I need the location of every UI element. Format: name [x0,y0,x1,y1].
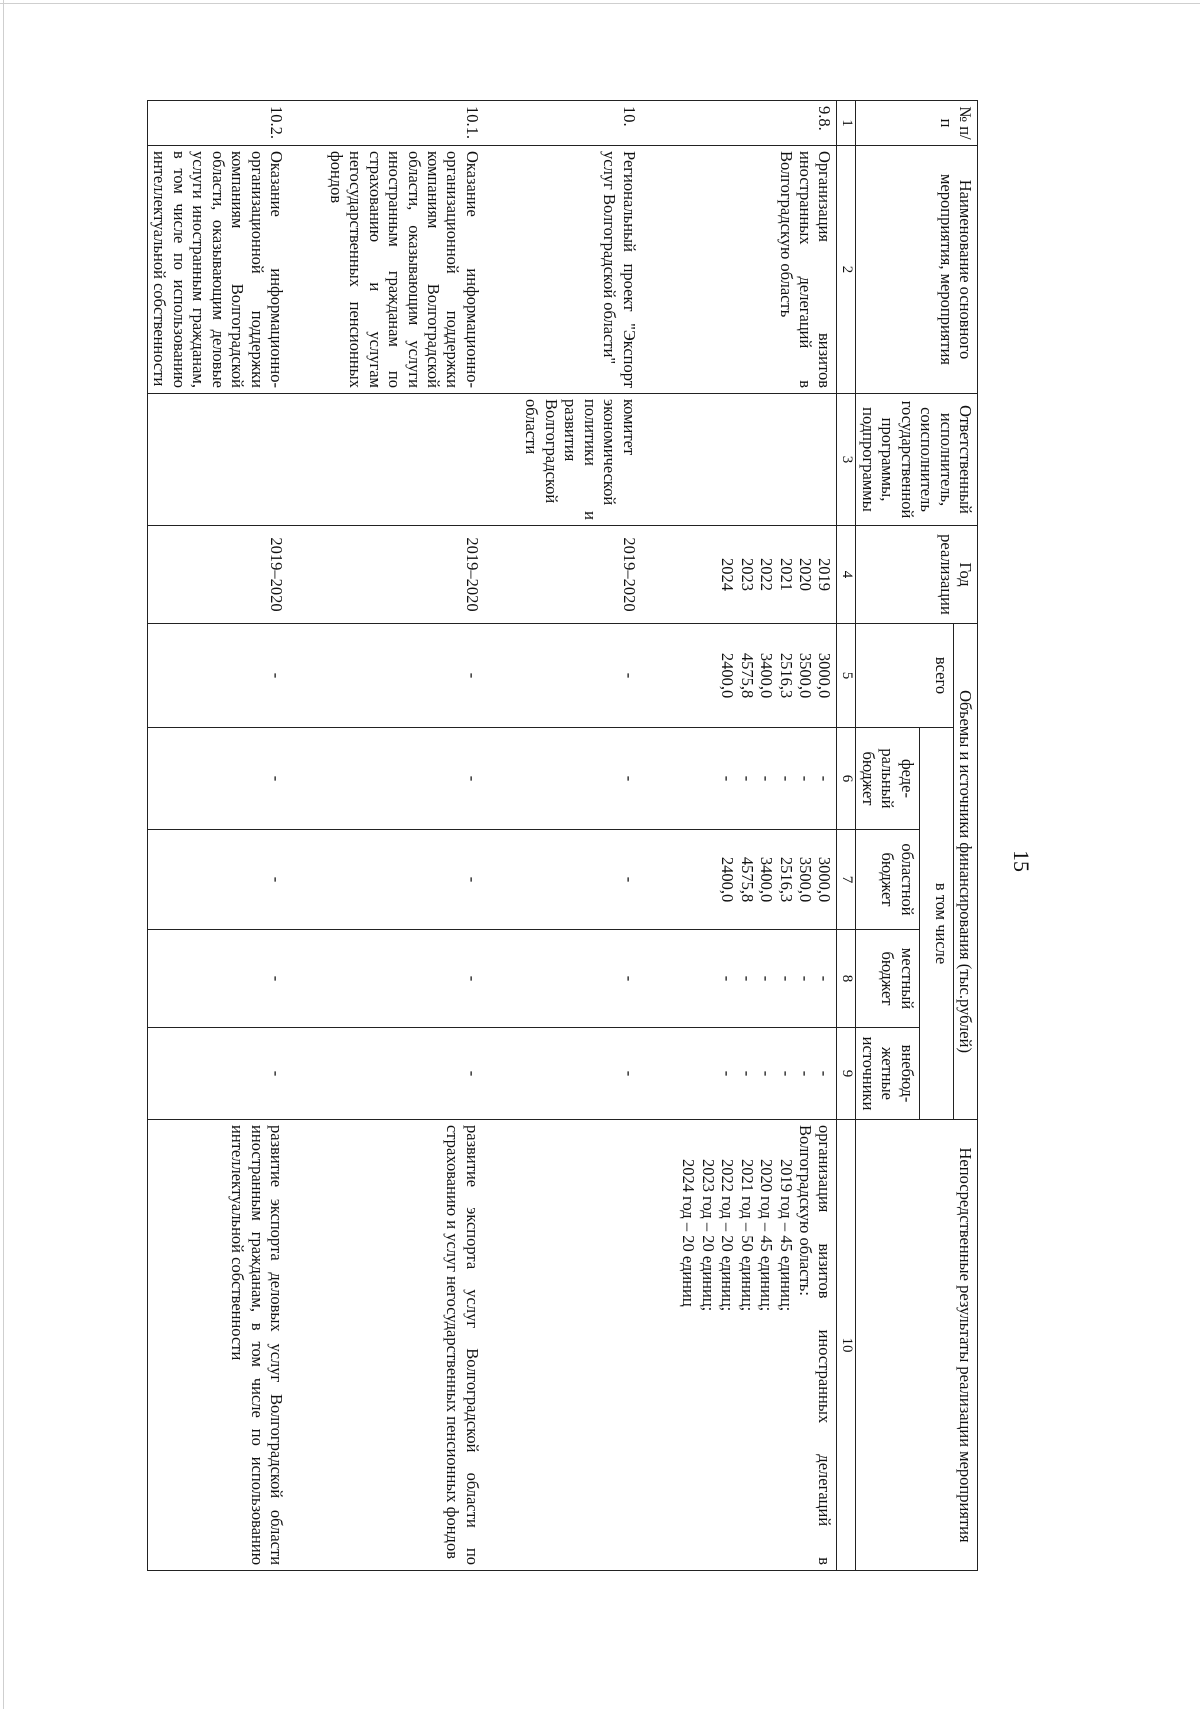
total-value: 2516,3 [776,652,796,699]
page-number: 15 [1009,850,1034,872]
local-cell [641,930,837,1028]
row-number: 10. [484,101,641,146]
table-row [147,101,288,1571]
local-value: - [718,975,738,982]
local-value: - [484,930,641,1028]
col-number: 8 [837,930,856,1028]
regional-value: 3500,0 [796,856,816,903]
result-item: 2024 год – 20 единиц [679,1159,699,1307]
col-number: 9 [837,1028,856,1120]
year-value: 2021 [776,558,796,591]
table-row [641,101,837,1571]
table-row [484,101,641,1571]
header-extrabudget: внебюд-жетные источники [856,1028,919,1120]
federal-value: - [484,728,641,830]
extrabudget-value: - [757,1070,777,1077]
extrabudget-value: - [737,1070,757,1077]
result-cell [641,1120,837,1571]
result-item: 2022 год – 20 единиц; [718,1159,738,1312]
federal-value: - [718,775,738,782]
row-number: 10.2. [147,101,288,146]
result-intro: организация визитов иностранных делегаций в Волгоградскую область: [796,1125,835,1566]
extrabudget-value: - [776,1070,796,1077]
local-value: - [796,975,816,982]
col-number: 1 [837,101,856,146]
local-value: - [757,975,777,982]
activity-name: Оказание информационно-организационной поддержки компаниям Волгоградской области, оказывающим услуги иностранным гражданам по страхованию и услугам негосударственных пенсионных фондов [288,146,484,394]
year-value: 2022 [757,558,777,591]
local-value: - [776,975,796,982]
regional-value: 3000,0 [815,856,835,903]
year-value: 2019–2020 [484,526,641,624]
federal-cell [641,728,837,830]
regional-cell [641,830,837,930]
total-value: 3400,0 [757,652,777,699]
responsible: комитет экономической политики и развития Волгоградской области [484,394,641,526]
responsible [288,394,484,526]
header-financing: Объемы и источники финансирования (тыс.рублей) [953,624,977,1120]
col-number: 6 [837,728,856,830]
header-federal: феде-ральный бюджет [856,728,919,830]
regional-value: 3400,0 [757,856,777,903]
scan-left-edge [3,0,4,1709]
col-number: 7 [837,830,856,930]
result-text [484,1120,641,1571]
total-value: - [147,624,288,728]
total-value: 4575,8 [737,652,757,699]
header-results: Непосредственные результаты реализации мероприятия [856,1120,978,1571]
extrabudget-value: - [484,1028,641,1120]
header-local: местный бюджет [856,930,919,1028]
total-value: 2400,0 [718,652,738,699]
year-value: 2019–2020 [147,526,288,624]
extrabudget-value: - [718,1070,738,1077]
header-year: Год реализации [856,526,978,624]
local-value: - [815,975,835,982]
extrabudget-value: - [815,1070,835,1077]
col-number: 4 [837,526,856,624]
extrabudget-value: - [147,1028,288,1120]
result-item: 2023 год – 20 единиц; [698,1159,718,1312]
extrabudget-value: - [796,1070,816,1077]
regional-value: 4575,8 [737,856,757,903]
regional-value: - [484,830,641,930]
result-text: развитие экспорта деловых услуг Волгоградской области иностранным гражданам, в том числе по использованию интеллектуальной собственности [147,1120,288,1571]
federal-value: - [815,775,835,782]
scan-top-edge [0,3,1200,4]
year-value: 2020 [796,558,816,591]
header-total: всего [856,624,953,728]
result-text: развитие экспорта услуг Волгоградской области по страхованию и услуг негосударственных пенсионных фондов [288,1120,484,1571]
table-row [288,101,484,1571]
extrabudget-value: - [288,1028,484,1120]
activity-name: Организация визитов иностранных делегаций в Волгоградскую область [641,146,837,394]
federal-value: - [796,775,816,782]
regional-value: 2400,0 [718,856,738,903]
regional-value: - [288,830,484,930]
rotated-document-page [150,60,1056,1620]
year-value: 2019–2020 [288,526,484,624]
responsible [147,394,288,526]
year-value: 2019 [815,558,835,591]
total-value: - [288,624,484,728]
col-number: 3 [837,394,856,526]
regional-value: 2516,3 [776,856,796,903]
row-number: 10.1. [288,101,484,146]
activity-name: Оказание информационно-организационной поддержки компаниям Волгоградской области, оказывающим деловые услуги иностранным гражданам, в том числе по использованию интеллектуальной собственности [147,146,288,394]
federal-value: - [737,775,757,782]
responsible [641,394,837,526]
total-value: 3500,0 [796,652,816,699]
col-number: 10 [837,1120,856,1571]
col-number: 5 [837,624,856,728]
federal-value: - [776,775,796,782]
regional-value: - [147,830,288,930]
col-number: 2 [837,146,856,394]
year-value: 2024 [718,558,738,591]
result-item: 2021 год – 50 единиц; [737,1159,757,1312]
header-including: в том числе [919,728,953,1120]
local-value: - [288,930,484,1028]
years-cell [641,526,837,624]
local-value: - [147,930,288,1028]
activity-name: Региональный проект "Экспорт услуг Волгоградской области" [484,146,641,394]
total-cell [641,624,837,728]
header-num: № п/п [856,101,978,146]
result-item: 2020 год – 45 единиц; [757,1159,777,1312]
header-name: Наименование основного мероприятия, мероприятия [856,146,978,394]
federal-value: - [288,728,484,830]
total-value: 3000,0 [815,652,835,699]
result-item: 2019 год – 45 единиц; [776,1159,796,1312]
extrabudget-cell [641,1028,837,1120]
federal-value: - [147,728,288,830]
header-regional: областной бюджет [856,830,919,930]
header-responsible: Ответственный исполнитель, соисполнитель государственной программы, подпрограммы [856,394,978,526]
federal-value: - [757,775,777,782]
program-activities-table [147,100,978,1571]
local-value: - [737,975,757,982]
year-value: 2023 [737,558,757,591]
total-value: - [484,624,641,728]
row-number: 9.8. [641,101,837,146]
